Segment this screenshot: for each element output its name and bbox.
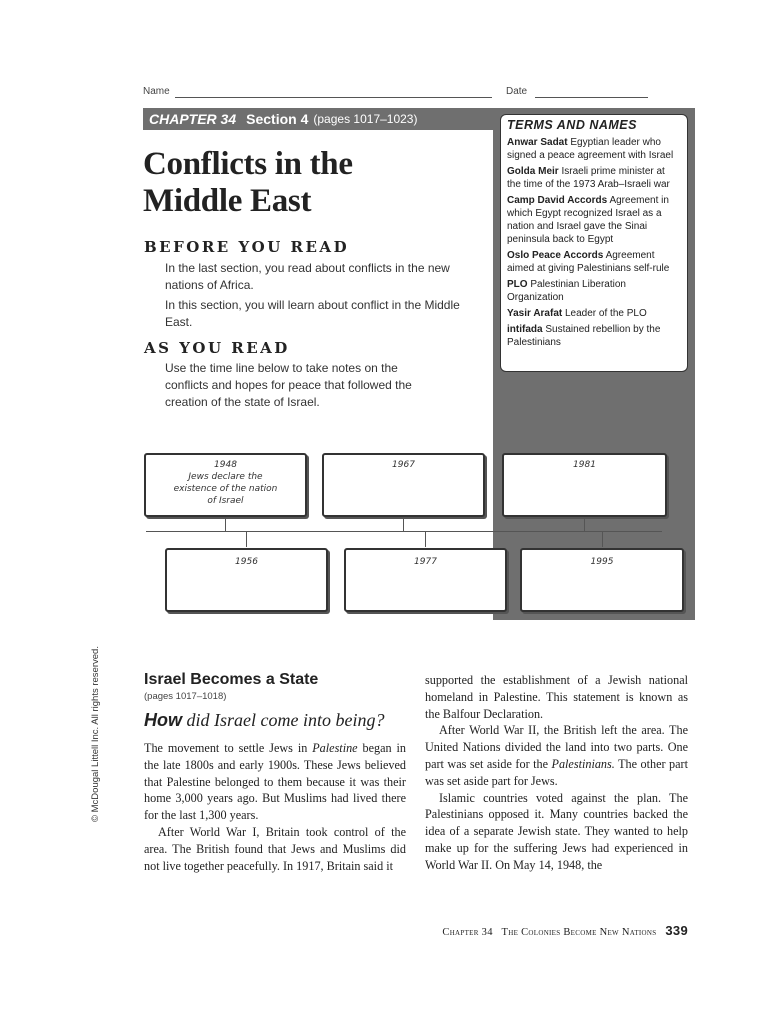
article-paragraph: [425, 672, 688, 722]
timeline-year-1956: 1956: [235, 557, 258, 567]
timeline-box-1948[interactable]: [144, 453, 307, 517]
term-item: [507, 307, 681, 320]
date-label: Date: [506, 86, 528, 97]
section-pages: (pages 1017–1023): [313, 112, 418, 126]
timeline-box-1977[interactable]: [344, 548, 507, 612]
term-definition: Palestinian Liberation Organization: [507, 279, 626, 303]
copyright-notice: © McDougal Littell Inc. All rights reserved.: [90, 646, 101, 822]
before-you-read-p2: In this section, you will learn about conflict in the Middle East.: [165, 298, 460, 329]
term-item: [507, 194, 681, 246]
timeline-tick: [403, 517, 404, 531]
chapter-number: CHAPTER 34: [149, 111, 237, 127]
timeline-box-1956[interactable]: [165, 548, 328, 612]
term-definition: Agreement aimed at giving Palestinians self-rule: [507, 250, 670, 274]
paragraph-text: supported the establishment of a Jewish national homeland in Palestine. This statement is known as the Balfour Declaration.: [425, 673, 688, 721]
timeline-note-1948: Jews declare the existence of the nation of Israel: [173, 472, 278, 506]
term-item: [507, 278, 681, 304]
term-name: Anwar Sadat: [507, 137, 568, 148]
terms-and-names-box: [500, 114, 688, 372]
terms-heading: TERMS AND NAMES: [507, 118, 637, 132]
page-title: [143, 146, 353, 220]
paragraph-text: After World War I, Britain took control of the area. The British found that Jews and Muslims did not live together peacefully. In 1917, Britain said it: [144, 824, 406, 873]
title-line-2: Middle East: [143, 183, 312, 219]
timeline-tick: [225, 517, 226, 531]
footer-chapter: Chapter 34: [442, 927, 493, 938]
article-paragraph: [144, 740, 406, 824]
name-field[interactable]: [175, 96, 492, 98]
term-definition: Israeli prime minister at the time of the 1973 Arab–Israeli war: [507, 166, 670, 190]
term-item: [507, 323, 681, 349]
article-column-1: [144, 740, 406, 874]
timeline-tick: [246, 531, 247, 547]
before-you-read-heading: BEFORE YOU READ: [144, 238, 350, 256]
timeline-year-1948: 1948: [214, 460, 237, 470]
paragraph-italic: Palestine: [312, 741, 358, 755]
term-name: Golda Meir: [507, 166, 559, 177]
term-definition: Egyptian leader who signed a peace agreement with Israel: [507, 137, 674, 161]
paragraph-text: After World War II, the British left the area. The United Nations divided the land into two parts. One part was set aside for the: [425, 723, 688, 771]
timeline-box-1967[interactable]: [322, 453, 485, 517]
timeline-year-1967: 1967: [392, 460, 415, 470]
term-name: Camp David Accords: [507, 195, 608, 206]
terms-list: [507, 136, 681, 349]
timeline-year-1977: 1977: [414, 557, 437, 567]
timeline-tick: [602, 531, 603, 547]
timeline-tick: [425, 531, 426, 547]
timeline-axis: [146, 531, 662, 532]
as-you-read-p1: Use the time line below to take notes on the conflicts and hopes for peace that followed the creation of the state of Israel.: [165, 361, 412, 409]
timeline-box-1981[interactable]: [502, 453, 667, 517]
article-heading: Israel Becomes a State: [144, 671, 319, 688]
question-bold: How: [144, 710, 182, 730]
term-item: [507, 249, 681, 275]
page-footer: [442, 923, 688, 938]
term-item: [507, 136, 681, 162]
article-paragraph: [144, 824, 406, 874]
term-name: Oslo Peace Accords: [507, 250, 604, 261]
article-column-2: [425, 672, 688, 874]
article-paragraph: [425, 790, 688, 874]
term-item: [507, 165, 681, 191]
article-pages: (pages 1017–1018): [144, 691, 227, 702]
name-label: Name: [143, 86, 170, 97]
term-name: PLO: [507, 279, 528, 290]
term-definition: Agreement in which Egypt recognized Israel as a nation and Israel gave the Sinai peninsula back to Egypt: [507, 195, 669, 245]
timeline-year-1981: 1981: [573, 460, 596, 470]
section-number: Section 4: [246, 111, 309, 127]
page-number: 339: [665, 923, 688, 938]
date-field[interactable]: [535, 96, 648, 98]
question-rest: did Israel come into being?: [182, 710, 385, 730]
before-you-read-p1: In the last section, you read about conflicts in the new nations of Africa.: [165, 261, 450, 292]
article-question: [144, 710, 384, 731]
paragraph-text: The movement to settle Jews in: [144, 741, 313, 755]
term-name: intifada: [507, 324, 543, 335]
paragraph-text: The other part was set aside part for Jews.: [425, 756, 688, 788]
timeline-box-1995[interactable]: [520, 548, 684, 612]
term-definition: Sustained rebellion by the Palestinians: [507, 324, 661, 348]
term-name: Yasir Arafat: [507, 308, 563, 319]
term-definition: Leader of the PLO: [565, 308, 647, 319]
chapter-bar: [143, 108, 493, 130]
paragraph-italic: Palestinians.: [551, 756, 615, 771]
paragraph-text: began in the late 1800s and early 1900s. These Jews believed that Palestine belonged to them because it was their home 3,000 years ago. But Muslims had lived there for the last 1,300 years.: [144, 741, 406, 823]
as-you-read-heading: AS YOU READ: [144, 339, 290, 357]
article-paragraph: [425, 722, 688, 789]
title-line-1: Conflicts in the: [143, 146, 353, 182]
timeline-year-1995: 1995: [590, 557, 614, 567]
paragraph-text: Islamic countries voted against the plan. The Palestinians opposed it. Many countries backed the idea of a separate Jewish state. They wanted to help make up for the suffering Jews had experienced in World War II. On May 14, 1948, the: [425, 790, 688, 872]
timeline-tick: [584, 517, 585, 531]
footer-title: The Colonies Become New Nations: [501, 927, 657, 938]
